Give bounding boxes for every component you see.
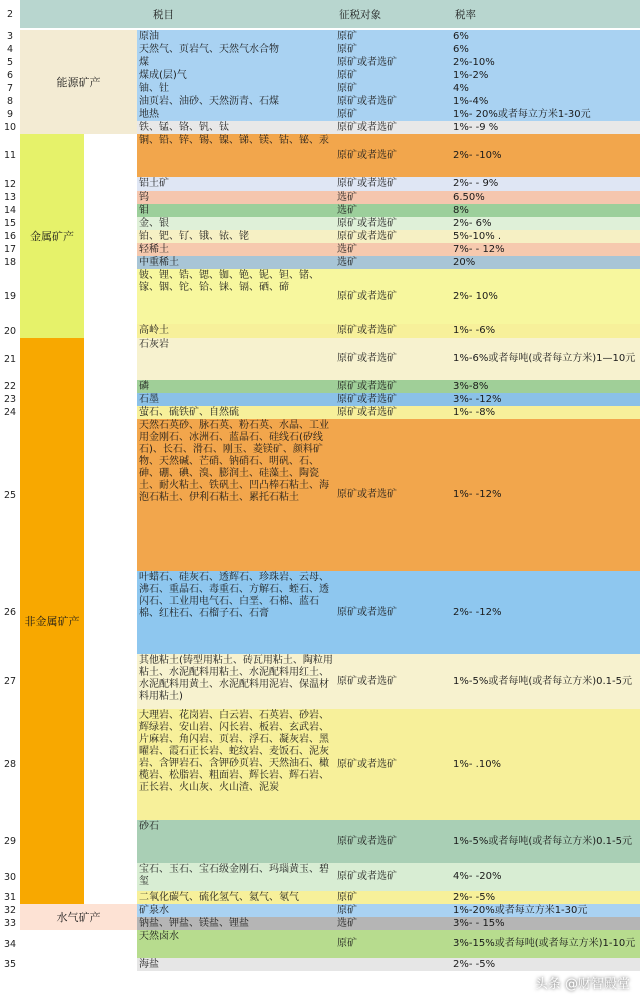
tax-object-cell: 原矿 bbox=[335, 30, 451, 43]
tax-object-cell: 原矿或者选矿 bbox=[335, 121, 451, 134]
watermark bbox=[535, 971, 630, 993]
row-number: 32 bbox=[3, 905, 17, 916]
tax-item-cell: 铂、钯、钌、锇、铱、铑 bbox=[137, 230, 335, 243]
tax-rate-cell: 4%- -20% bbox=[451, 863, 640, 891]
tax-item-cell: 钨 bbox=[137, 191, 335, 204]
tax-item-cell: 叶蜡石、硅灰石、透辉石、珍珠岩、云母、沸石、重晶石、毒重石、方解石、蛭石、透闪石、工业用电气石、白垩、石棉、蓝石棉、红柱石、石榴子石、石膏 bbox=[137, 571, 335, 654]
row-number: 18 bbox=[3, 257, 17, 268]
tax-item-cell: 钼 bbox=[137, 204, 335, 217]
row-number: 33 bbox=[3, 918, 17, 929]
tax-item-cell: 石墨 bbox=[137, 393, 335, 406]
tax-item-cell: 萤石、硫铁矿、自然硫 bbox=[137, 406, 335, 419]
tax-object-cell: 原矿或者选矿 bbox=[335, 419, 451, 571]
tax-item-cell: 天然气、页岩气、天然气水合物 bbox=[137, 43, 335, 56]
tax-object-cell: 原矿或者选矿 bbox=[335, 95, 451, 108]
tax-rate-cell: 2%- -5% bbox=[451, 958, 640, 971]
row-number: 22 bbox=[3, 381, 17, 392]
tax-rate-cell: 6% bbox=[451, 30, 640, 43]
row-number: 17 bbox=[3, 244, 17, 255]
tax-rate-cell: 7%- - 12% bbox=[451, 243, 640, 256]
tax-object-cell: 原矿 bbox=[335, 82, 451, 95]
tax-object-cell bbox=[335, 958, 451, 971]
header-rate bbox=[451, 0, 640, 28]
tax-object-cell: 原矿 bbox=[335, 108, 451, 121]
tax-item-cell: 其他粘土(铸型用粘土、砖瓦用粘土、陶粒用粘土、水泥配料用粘土、水泥配料用红土、水泥配料用黄土、水泥配料用泥岩、保温材料用粘土) bbox=[137, 654, 335, 709]
row-number: 13 bbox=[3, 192, 17, 203]
tax-object-cell: 原矿 bbox=[335, 891, 451, 904]
tax-rate-cell: 20% bbox=[451, 256, 640, 269]
tax-rate-cell: 2%- - 9% bbox=[451, 177, 640, 191]
row-number: 31 bbox=[3, 892, 17, 903]
category-cell: 能源矿产 bbox=[20, 30, 137, 134]
tax-object-cell: 原矿 bbox=[335, 930, 451, 958]
tax-object-cell: 原矿或者选矿 bbox=[335, 230, 451, 243]
tax-object-cell: 原矿或者选矿 bbox=[335, 709, 451, 820]
tax-item-cell: 天然卤水 bbox=[137, 930, 335, 958]
tax-item-cell: 石灰岩 bbox=[137, 338, 335, 380]
tax-object-cell: 原矿或者选矿 bbox=[335, 393, 451, 406]
tax-item-cell: 二氧化碳气、硫化氢气、氦气、氡气 bbox=[137, 891, 335, 904]
tax-item-cell: 高岭土 bbox=[137, 324, 335, 338]
tax-item-cell: 砂石 bbox=[137, 820, 335, 863]
row-number: 19 bbox=[3, 291, 17, 302]
tax-object-cell: 原矿或者选矿 bbox=[335, 820, 451, 863]
row-number: 12 bbox=[3, 178, 17, 190]
category-cell: 非金属矿产 bbox=[20, 338, 84, 904]
header-object-label: 征税对象 bbox=[339, 8, 381, 21]
row-number: 29 bbox=[3, 836, 17, 847]
row-number: 16 bbox=[3, 231, 17, 242]
tax-rate-cell: 2%- 6% bbox=[451, 217, 640, 230]
tax-item-cell: 煤 bbox=[137, 56, 335, 69]
tax-object-cell: 选矿 bbox=[335, 243, 451, 256]
row-number: 27 bbox=[3, 676, 17, 687]
row-number: 15 bbox=[3, 218, 17, 229]
tax-rate-cell: 1%- -6% bbox=[451, 324, 640, 338]
tax-rate-cell: 2%- -12% bbox=[451, 571, 640, 654]
tax-item-cell: 磷 bbox=[137, 380, 335, 393]
tax-item-cell: 大理岩、花岗岩、白云岩、石英岩、砂岩、辉绿岩、安山岩、闪长岩、板岩、玄武岩、片麻岩、角闪岩、页岩、浮石、凝灰岩、黑曜岩、霞石正长岩、蛇纹岩、麦饭石、泥灰岩、含钾岩石、含钾砂页岩、天然油石、橄榄岩、松脂岩、粗面岩、辉长岩、辉石岩、正长岩、火山灰、火山渣、泥炭 bbox=[137, 709, 335, 820]
tax-object-cell: 原矿或者选矿 bbox=[335, 134, 451, 177]
row-number: 6 bbox=[6, 70, 14, 81]
header-tax-item-label: 税目 bbox=[153, 8, 174, 21]
tax-item-cell: 原油 bbox=[137, 30, 335, 43]
tax-rate-cell: 1%-5%或者每吨(或者每立方米)0.1-5元 bbox=[451, 654, 640, 709]
tax-object-cell: 原矿 bbox=[335, 904, 451, 917]
tax-item-cell: 轻稀土 bbox=[137, 243, 335, 256]
tax-item-cell: 海盐 bbox=[137, 958, 335, 971]
header-object bbox=[335, 0, 451, 28]
tax-object-cell: 选矿 bbox=[335, 204, 451, 217]
tax-object-cell: 原矿或者选矿 bbox=[335, 269, 451, 324]
tax-rate-cell: 1%- -12% bbox=[451, 419, 640, 571]
tax-item-cell: 铁、锰、铬、钒、钛 bbox=[137, 121, 335, 134]
tax-rate-cell: 3%- - 15% bbox=[451, 917, 640, 930]
tax-rate-cell: 3%- -12% bbox=[451, 393, 640, 406]
row-number: 8 bbox=[6, 96, 14, 107]
tax-item-cell: 地热 bbox=[137, 108, 335, 121]
tax-rate-cell: 1%- -8% bbox=[451, 406, 640, 419]
tax-rate-cell: 1%-5%或者每吨(或者每立方米)0.1-5元 bbox=[451, 820, 640, 863]
tax-object-cell: 原矿或者选矿 bbox=[335, 338, 451, 380]
tax-object-cell: 原矿或者选矿 bbox=[335, 654, 451, 709]
tax-rate-cell: 1%- 20%或者每立方米1-30元 bbox=[451, 108, 640, 121]
tax-object-cell: 原矿或者选矿 bbox=[335, 217, 451, 230]
row-number: 26 bbox=[3, 607, 17, 618]
tax-rate-cell: 8% bbox=[451, 204, 640, 217]
tax-item-cell: 铜、铅、锌、锡、镍、锑、镁、钴、铋、汞 bbox=[137, 134, 335, 177]
row-number: 23 bbox=[3, 394, 17, 405]
category-cell: 水气矿产 bbox=[20, 904, 137, 930]
tax-object-cell: 选矿 bbox=[335, 917, 451, 930]
tax-object-cell: 原矿或者选矿 bbox=[335, 177, 451, 191]
tax-rate-cell: 6% bbox=[451, 43, 640, 56]
row-number: 28 bbox=[3, 759, 17, 770]
tax-object-cell: 原矿 bbox=[335, 69, 451, 82]
category-cell: 金属矿产 bbox=[20, 134, 84, 338]
tax-item-cell: 铝土矿 bbox=[137, 177, 335, 191]
tax-object-cell: 原矿 bbox=[335, 43, 451, 56]
tax-item-cell: 金、银 bbox=[137, 217, 335, 230]
tax-object-cell: 选矿 bbox=[335, 191, 451, 204]
tax-rate-cell: 1%-20%或者每立方米1-30元 bbox=[451, 904, 640, 917]
tax-rate-cell: 3%-8% bbox=[451, 380, 640, 393]
tax-item-cell: 铀、钍 bbox=[137, 82, 335, 95]
row-number: 20 bbox=[3, 325, 17, 337]
row-number: 34 bbox=[3, 938, 17, 950]
row-number: 4 bbox=[6, 44, 14, 55]
tax-rate-cell: 2%- 10% bbox=[451, 269, 640, 324]
tax-item-cell: 油页岩、油砂、天然沥青、石煤 bbox=[137, 95, 335, 108]
header-row-number: 2 bbox=[0, 0, 20, 28]
row-number: 9 bbox=[6, 109, 14, 120]
tax-item-cell: 矿泉水 bbox=[137, 904, 335, 917]
tax-item-cell: 宝石、玉石、宝石级金刚石、玛瑙黄玉、碧玺 bbox=[137, 863, 335, 891]
tax-rate-cell: 4% bbox=[451, 82, 640, 95]
tax-rate-cell: 6.50% bbox=[451, 191, 640, 204]
tax-item-cell: 钠盐、钾盐、镁盐、锂盐 bbox=[137, 917, 335, 930]
tax-item-cell: 中重稀土 bbox=[137, 256, 335, 269]
row-number: 21 bbox=[3, 353, 17, 365]
row-number: 7 bbox=[6, 83, 14, 94]
row-number: 25 bbox=[3, 489, 17, 501]
tax-rate-cell: 2%-10% bbox=[451, 56, 640, 69]
header-rate-label: 税率 bbox=[455, 8, 476, 21]
tax-object-cell: 原矿或者选矿 bbox=[335, 863, 451, 891]
tax-rate-cell: 2%- -5% bbox=[451, 891, 640, 904]
tax-rate-cell: 5%-10% . bbox=[451, 230, 640, 243]
tax-object-cell: 原矿或者选矿 bbox=[335, 406, 451, 419]
tax-item-cell: 天然石英砂、脉石英、粉石英、水晶、工业用金刚石、冰洲石、蓝晶石、硅线石(矽线石)、长石、滑石、刚玉、菱镁矿、颜料矿物、天然碱、芒硝、钠硝石、明矾、石、砷、硼、碘、溴、膨润土、硅藻土、陶瓷土、耐火粘土、铁矾土、凹凸棒石粘土、海泡石粘土、伊利石粘土、累托石粘土 bbox=[137, 419, 335, 571]
tax-rate-cell: 1%-2% bbox=[451, 69, 640, 82]
row-number: 24 bbox=[3, 407, 17, 418]
row-number: 11 bbox=[3, 150, 17, 161]
tax-object-cell: 选矿 bbox=[335, 256, 451, 269]
tax-rate-cell: 1%- -9 % bbox=[451, 121, 640, 134]
row-number: 10 bbox=[3, 122, 17, 133]
tax-item-cell: 铍、锂、锆、锶、铷、铯、铌、钽、锗、镓、铟、铊、铪、铼、镉、硒、碲 bbox=[137, 269, 335, 324]
tax-object-cell: 原矿或者选矿 bbox=[335, 571, 451, 654]
tax-object-cell: 原矿或者选矿 bbox=[335, 380, 451, 393]
tax-item-cell: 煤成(层)气 bbox=[137, 69, 335, 82]
header-tax-item bbox=[20, 0, 335, 28]
row-number: 35 bbox=[3, 959, 17, 970]
row-number: 3 bbox=[6, 31, 14, 42]
tax-rate-cell: 1%-6%或者每吨(或者每立方米)1—10元 bbox=[451, 338, 640, 380]
tax-object-cell: 原矿或者选矿 bbox=[335, 56, 451, 69]
row-number: 5 bbox=[6, 57, 14, 68]
tax-rate-cell: 3%-15%或者每吨(或者每立方米)1-10元 bbox=[451, 930, 640, 958]
row-number: 30 bbox=[3, 871, 17, 883]
tax-object-cell: 原矿或者选矿 bbox=[335, 324, 451, 338]
tax-rate-cell: 1%-4% bbox=[451, 95, 640, 108]
tax-rate-cell: 1%- .10% bbox=[451, 709, 640, 820]
row-number: 14 bbox=[3, 205, 17, 216]
tax-rate-cell: 2%- -10% bbox=[451, 134, 640, 177]
watermark-text: 头条 @财智殿堂 bbox=[534, 976, 630, 992]
